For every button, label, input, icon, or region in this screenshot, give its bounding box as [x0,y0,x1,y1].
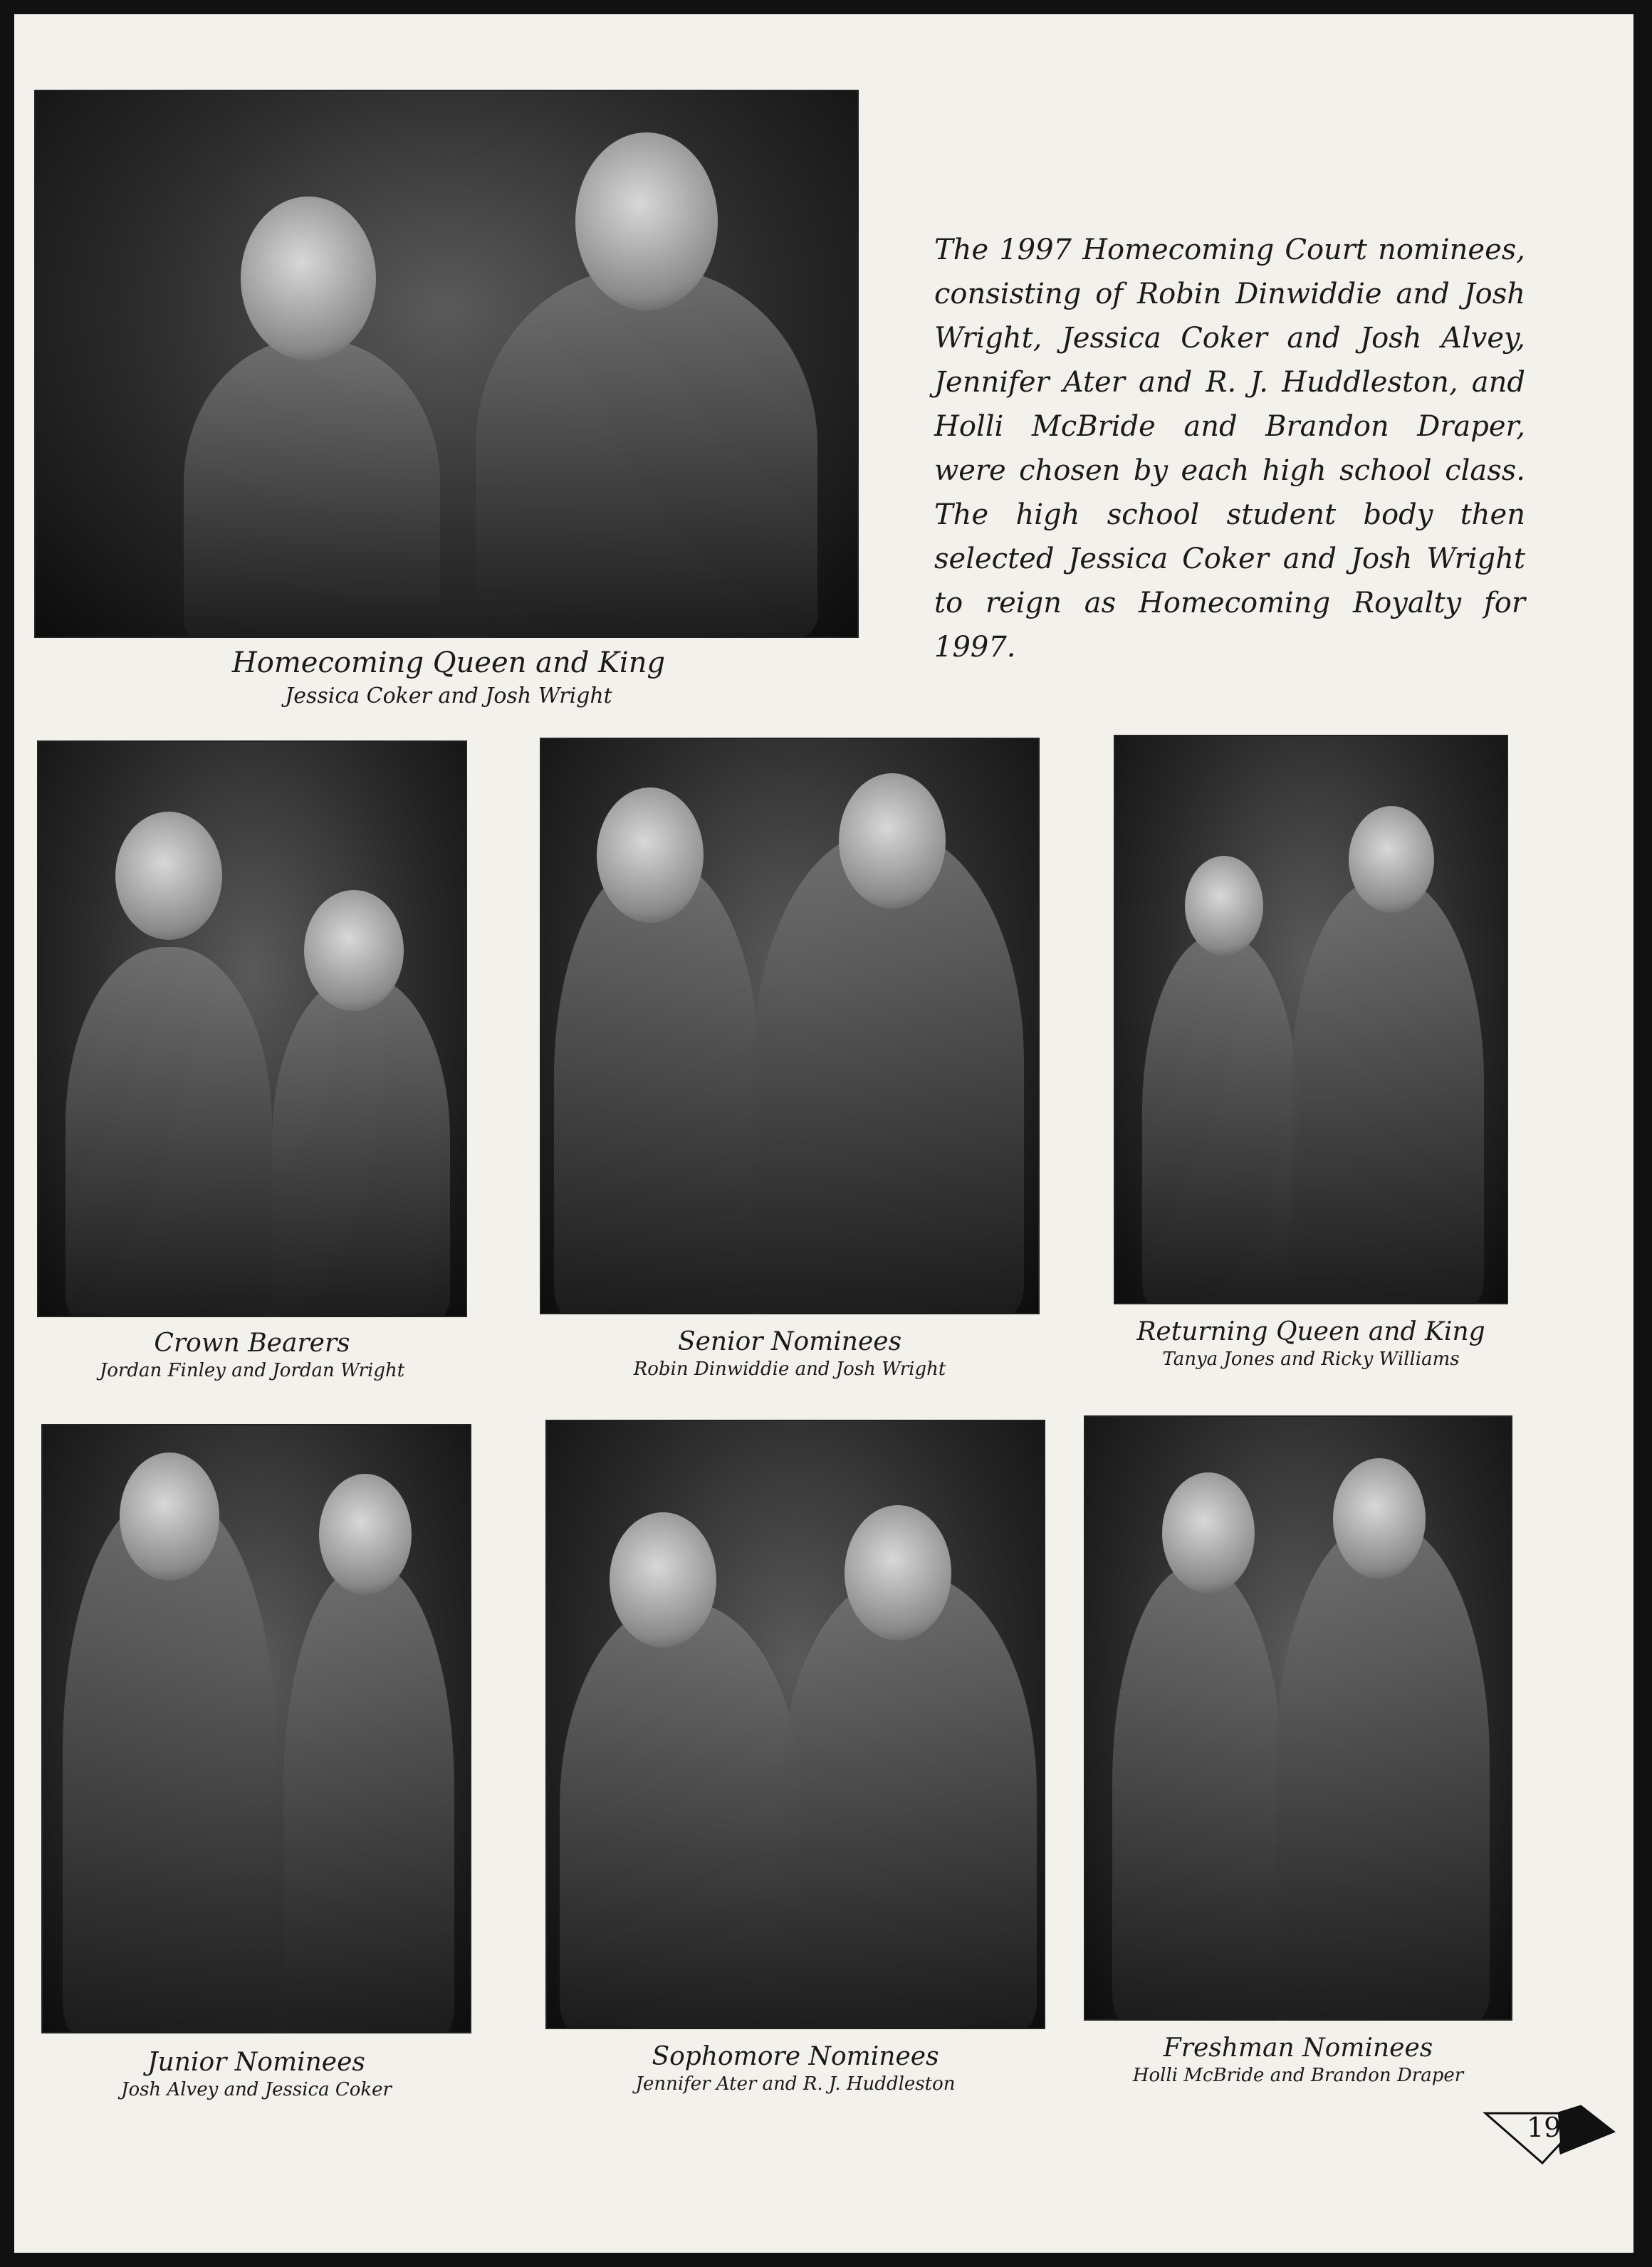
homecoming-queen-king-photo [34,90,859,638]
photo-title: Homecoming Queen and King [231,646,666,679]
photo-names: Josh Alvey and Jessica Coker [121,2079,392,2100]
photo-names: Jordan Finley and Jordan Wright [99,1360,405,1381]
returning-queen-king-photo [1114,735,1508,1304]
senior-nominees-photo [540,738,1040,1314]
page-number-text: 19 [1527,2112,1562,2143]
yearbook-page [14,14,1633,2253]
photo-names: Tanya Jones and Ricky Williams [1162,1349,1460,1370]
photo-title: Freshman Nominees [1163,2033,1433,2063]
photo-names: Holli McBride and Brandon Draper [1132,2065,1464,2086]
photo-names: Jessica Coker and Josh Wright [285,684,612,708]
photo-title: Junior Nominees [147,2048,365,2077]
sophomore-nominees-photo [545,1420,1045,2029]
photo-title: Returning Queen and King [1136,1317,1485,1346]
page-number [1474,2100,1616,2164]
junior-nominees-photo [41,1424,471,2033]
intro-paragraph: The 1997 Homecoming Court nominees, consisting of Robin Dinwiddie and Josh Wright, Jessica Coker and Josh Alvey, Jennifer Ater and R. J. Huddleston, and Holli McBride and Brandon Draper, were chosen by each high school class. The high school student body then selected Jessica Coker and Josh Wright to reign as Homecoming Royalty for 1997. [934,234,1525,664]
crown-bearers-photo [37,740,467,1317]
photo-title: Sophomore Nominees [652,2042,939,2071]
photo-names: Robin Dinwiddie and Josh Wright [633,1358,946,1380]
photo-title: Crown Bearers [154,1329,350,1358]
photo-title: Senior Nominees [677,1327,902,1356]
freshman-nominees-photo [1084,1415,1512,2021]
photo-names: Jennifer Ater and R. J. Huddleston [635,2073,956,2095]
